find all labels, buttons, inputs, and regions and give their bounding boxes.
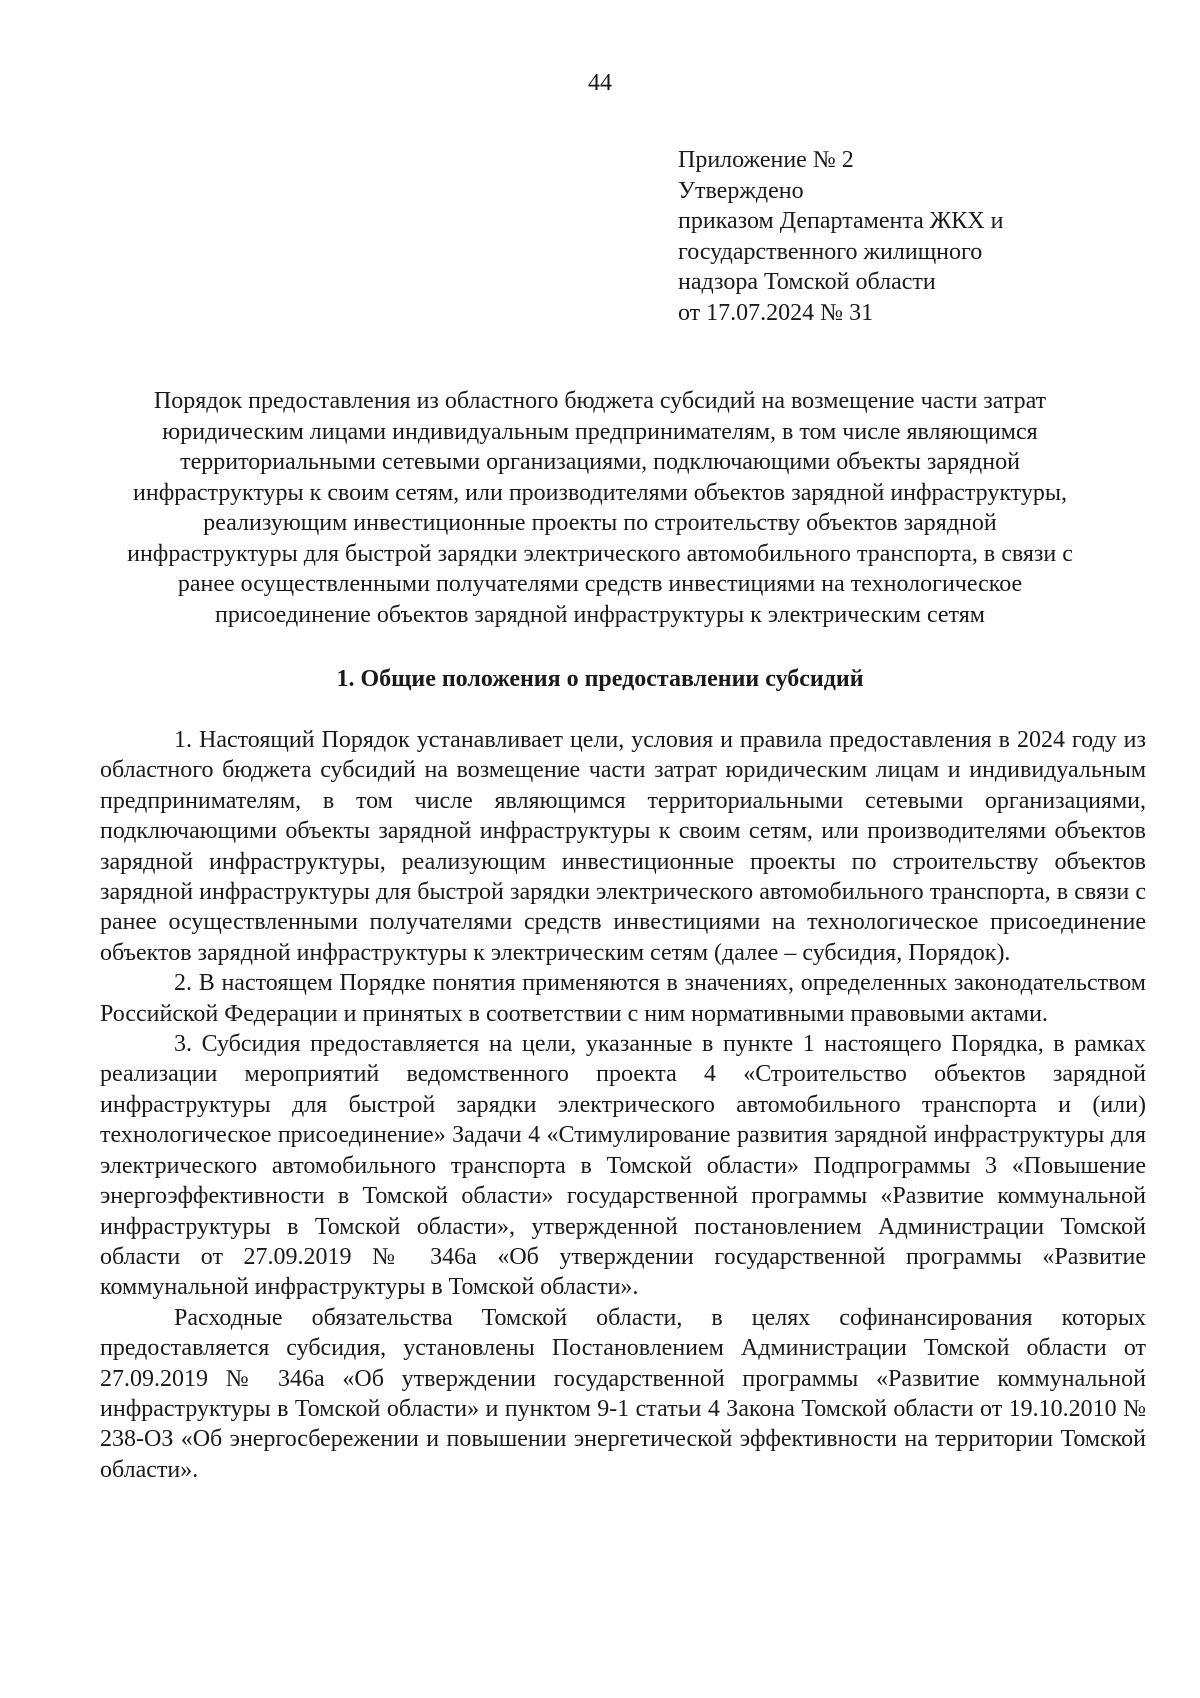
approval-order-line: приказом Департамента ЖКХ и [678, 208, 1004, 234]
approval-date-line: от 17.07.2024 № 31 [678, 299, 874, 326]
page-number: 44 [588, 70, 612, 96]
paragraph-2: 2. В настоящем Порядке понятия применяются в значениях, определенных законодательством Российской Федерации и принятых в соответствии с ним нормативными правовыми актами. [100, 970, 1146, 1027]
paragraph-4: Расходные обязательства Томской области, в целях софинансирования которых предоставляется субсидия, установлены Постановлением Администрации Томской области от 27.09.2019 № 346а «Об утверждении государственной программы «Развитие коммунальной инфраструктуры в Томской области» и пунктом 9-1 статьи 4 Закона Томской области от 19.10.2010 № 238-ОЗ «Об энергосбережении и повышении энергетической эффективности на территории Томской области». [100, 1304, 1146, 1483]
title-line: инфраструктуры к своим сетям, или производителями объектов зарядной инфраструктуры, [133, 479, 1067, 506]
appendix-number: Приложение № 2 [678, 147, 854, 173]
title-line: Порядок предоставления из областного бюджета субсидий на возмещение части затрат [153, 388, 1047, 414]
paragraph-1: 1. Настоящий Порядок устанавливает цели, условия и правила предоставления в 2024 году из областного бюджета субсидий на возмещение части затрат юридическим лицам и индивидуальным предпринимателям, в том числе являющимся территориальными сетевыми организациями, подключающими объекты зарядной инфраструктуры к своим сетям, или производителями объектов зарядной инфраструктуры, реализующим инвестиционные проекты по строительству объектов зарядной инфраструктуры для быстрой зарядки электрического автомобильного транспорта, в связи с ранее осуществленными получателями средств инвестициями на технологическое присоединение объектов зарядной инфраструктуры к электрическим сетям (далее – субсидия, Порядок). [100, 727, 1146, 966]
title-line: присоединение объектов зарядной инфраструктуры к электрическим сетям [215, 601, 985, 628]
approval-region-line: надзора Томской области [678, 269, 936, 295]
appendix-approval-block [678, 145, 1138, 328]
document-body [100, 725, 1146, 1485]
title-line: реализующим инвестиционные проекты по строительству объектов зарядной [203, 510, 997, 536]
paragraph-3: 3. Субсидия предоставляется на цели, указанные в пункте 1 настоящего Порядка, в рамках реализации мероприятий ведомственного проекта 4 «Строительство объектов зарядной инфраструктуры для быстрой зарядки электрического автомобильного транспорта и (или) технологическое присоединение» Задачи 4 «Стимулирование развития зарядной инфраструктуры для электрического автомобильного транспорта в Томской области» Подпрограммы 3 «Повышение энергоэффективности в Томской области» государственной программы «Развитие коммунальной инфраструктуры в Томской области», утвержденной постановлением Администрации Томской области от 27.09.2019 № 346а «Об утверждении государственной программы «Развитие коммунальной инфраструктуры в Томской области». [100, 1031, 1146, 1301]
section-heading: 1. Общие положения о предоставлении субсидий [336, 666, 864, 692]
title-line: юридическим лицами индивидуальным предпринимателям, в том числе являющимся [162, 418, 1038, 445]
title-line: территориальными сетевыми организациями, подключающими объекты зарядной [180, 449, 1020, 475]
title-line: инфраструктуры для быстрой зарядки электрического автомобильного транспорта, в связи с [127, 540, 1073, 567]
title-line: ранее осуществленными получателями средств инвестициями на технологическое [177, 571, 1023, 597]
document-title [90, 386, 1110, 630]
approval-authority-line: государственного жилищного [678, 238, 983, 265]
approved-label: Утверждено [678, 177, 804, 204]
